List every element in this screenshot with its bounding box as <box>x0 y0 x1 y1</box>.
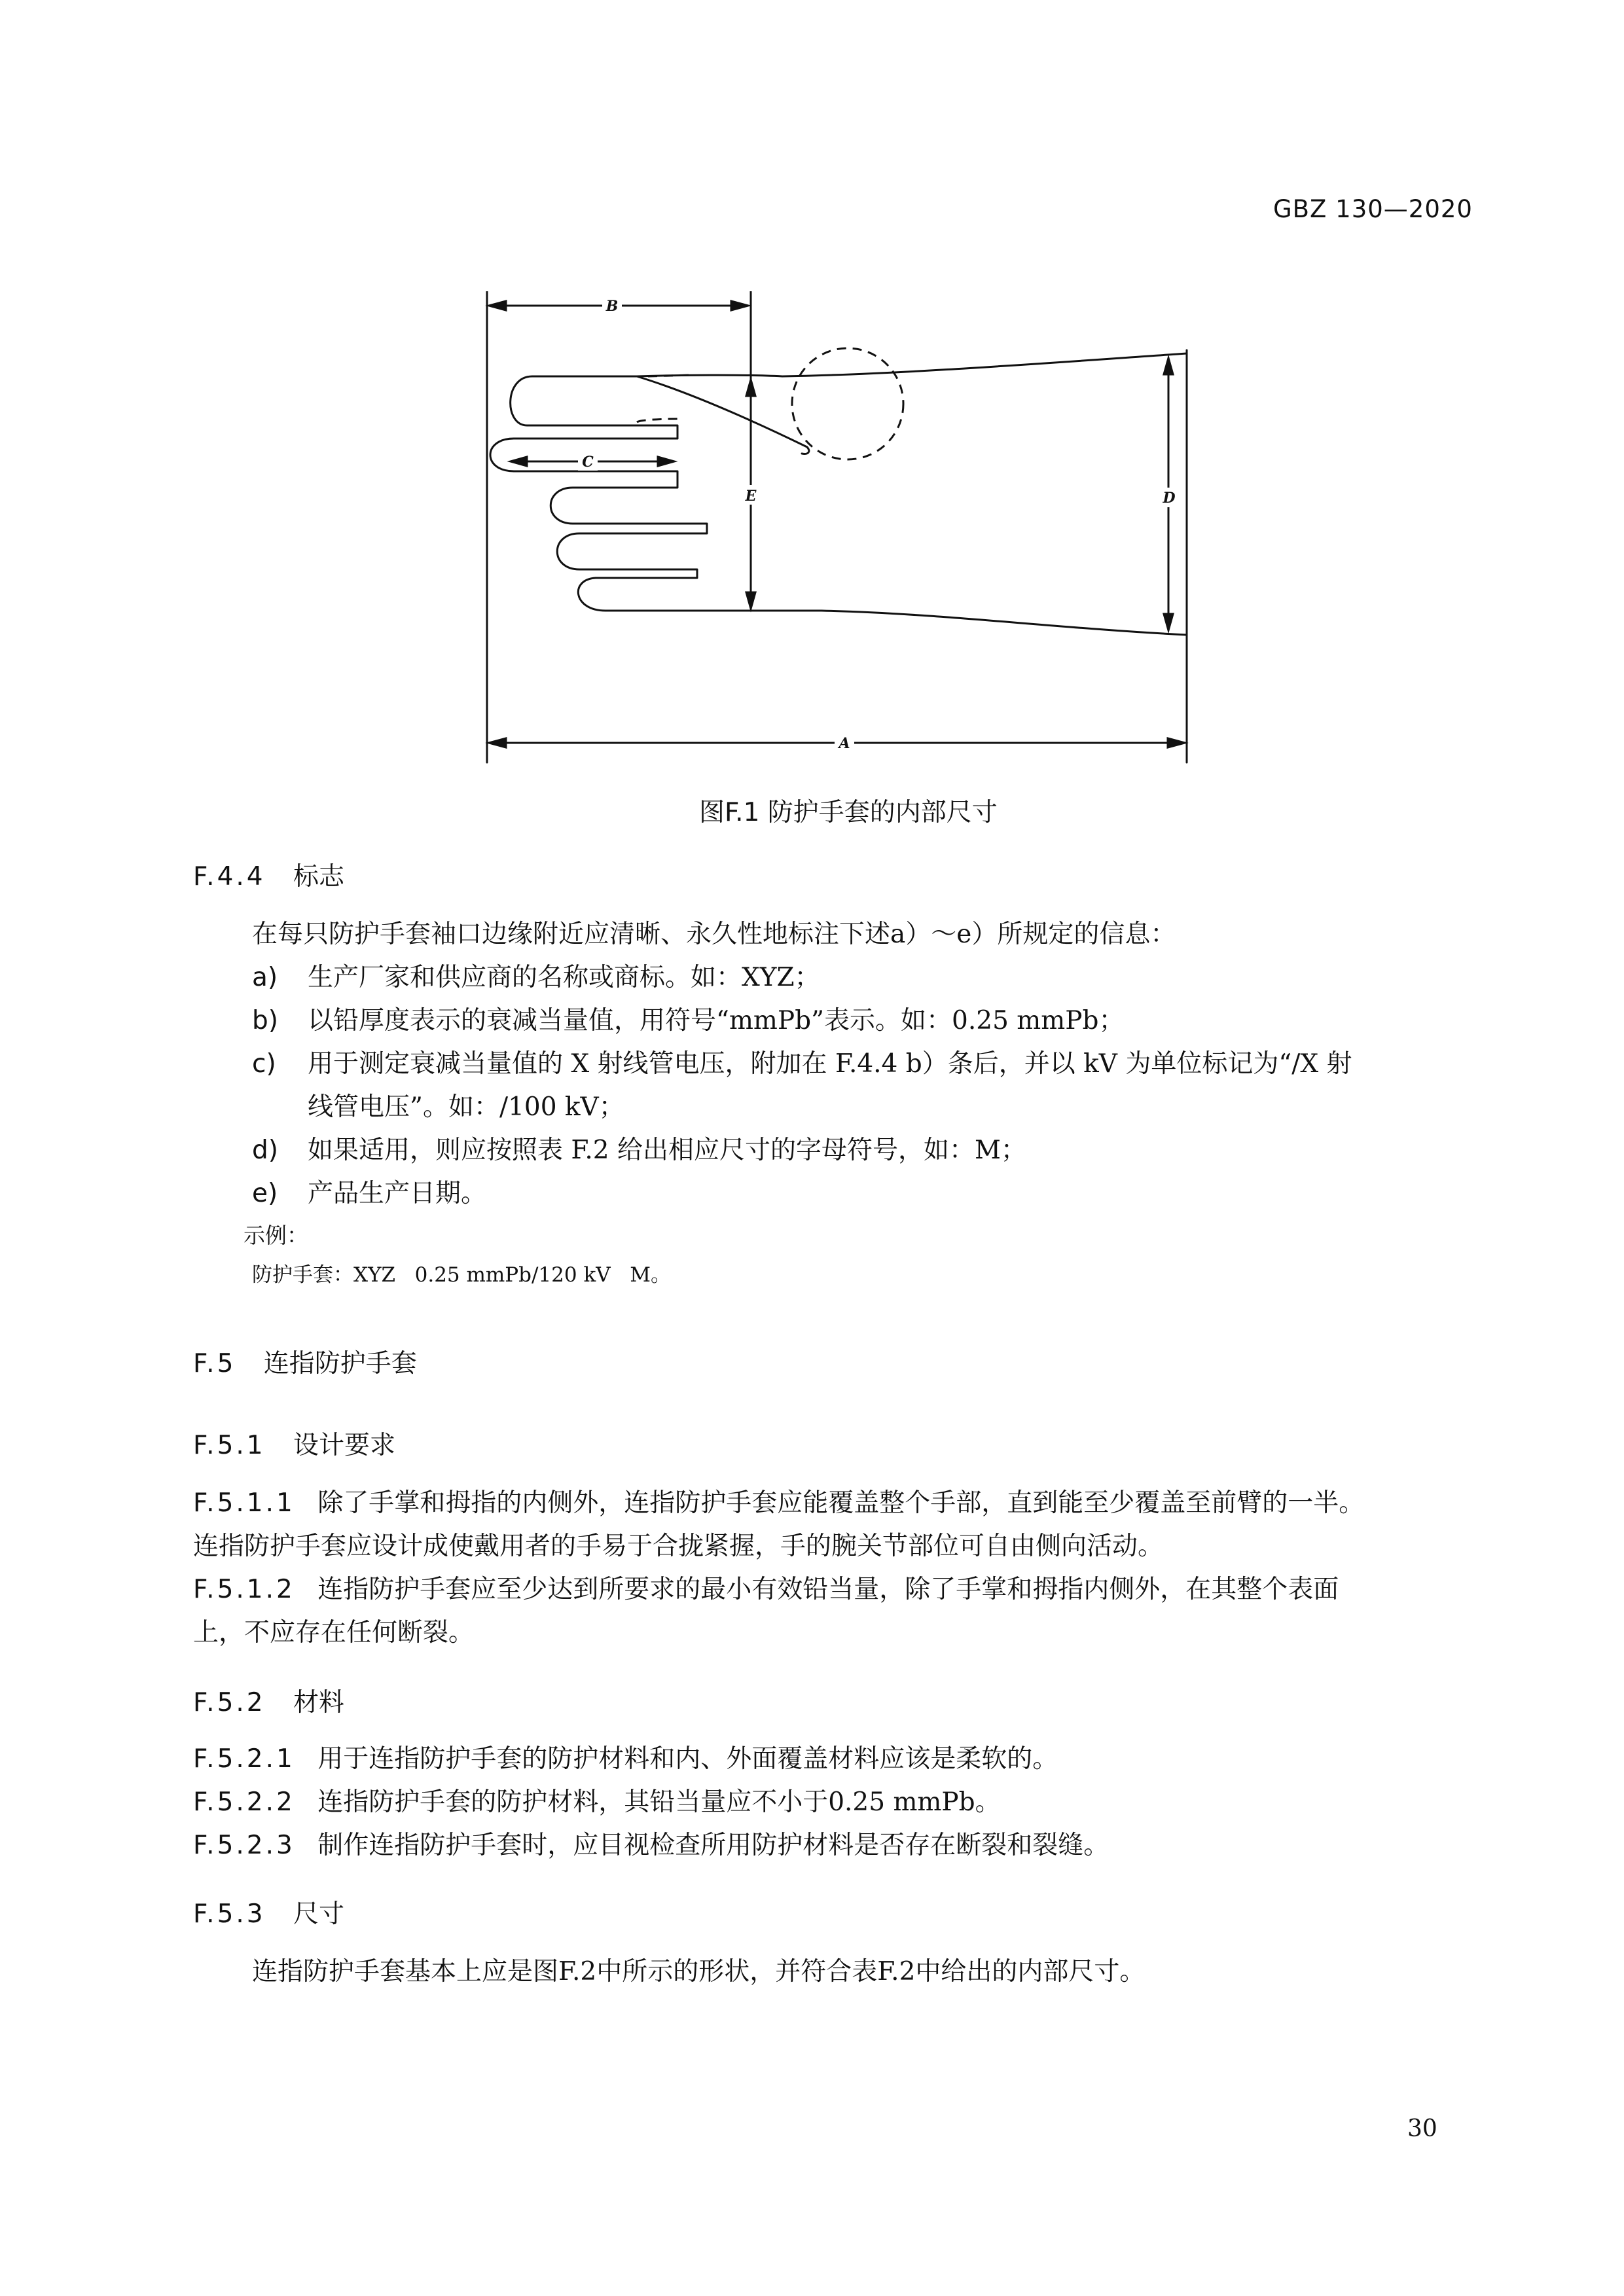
section-title: 尺寸 <box>293 1899 345 1929</box>
list-marker: e) <box>252 1179 278 1208</box>
list-marker: c) <box>252 1049 276 1079</box>
section-number: F.5.3 <box>193 1899 266 1929</box>
paragraph-continuation: 连指防护手套应设计成使戴用者的手易于合拢紧握，手的腕关节部位可自由侧向活动。 <box>193 1532 1164 1561</box>
section-heading-f44 <box>193 856 344 893</box>
paragraph <box>193 1568 1339 1611</box>
clause-text: 用于连指防护手套的防护材料和内、外面覆盖材料应该是柔软的。 <box>317 1744 1058 1774</box>
section-title: 设计要求 <box>293 1431 396 1460</box>
section-number: F.5.2 <box>193 1688 266 1717</box>
page-number: 30 <box>1407 2115 1437 2142</box>
paragraph: 在每只防护手套袖口边缘附近应清晰、永久性地标注下述a）～e）所规定的信息： <box>252 920 1176 949</box>
paragraph <box>193 1824 1109 1867</box>
list-text: 生产厂家和供应商的名称或商标。如：XYZ； <box>308 963 820 992</box>
clause-text: 连指防护手套应至少达到所要求的最小有效铅当量，除了手掌和拇指内侧外，在其整个表面 <box>317 1575 1339 1604</box>
dimension-label-d: D <box>1163 490 1176 507</box>
section-number: F.4.4 <box>193 862 266 891</box>
paragraph-continuation: 上，不应存在任何断裂。 <box>193 1618 475 1647</box>
list-item <box>252 1172 486 1215</box>
paragraph <box>193 1482 1364 1525</box>
section-heading-f53 <box>193 1893 344 1930</box>
dimension-label-e: E <box>745 488 757 505</box>
document-number: GBZ 130—2020 <box>1273 195 1473 223</box>
section-number: F.5.1 <box>193 1431 266 1460</box>
list-text: 以铅厚度表示的衰减当量值，用符号“mmPb”表示。如：0.25 mmPb； <box>308 1006 1125 1035</box>
section-title: 材料 <box>293 1688 345 1717</box>
example-text: 防护手套：XYZ 0.25 mmPb/120 kV M。 <box>252 1263 671 1287</box>
list-item-continuation: 线管电压”。如：/100 kV； <box>308 1092 624 1122</box>
clause-number: F.5.2.1 <box>193 1744 295 1774</box>
clause-number: F.5.1.1 <box>193 1488 295 1518</box>
section-title: 标志 <box>293 862 345 891</box>
list-item <box>252 1043 1352 1086</box>
paragraph <box>193 1738 1058 1781</box>
clause-number: F.5.2.2 <box>193 1787 295 1817</box>
dimension-label-a: A <box>839 735 850 752</box>
list-marker: a) <box>252 963 278 992</box>
dimension-label-b: B <box>605 298 619 315</box>
example-label: 示例： <box>244 1223 308 1248</box>
list-marker: d) <box>252 1136 278 1165</box>
list-text: 如果适用，则应按照表 F.2 给出相应尺寸的字母符号，如：M； <box>308 1136 1026 1165</box>
section-heading-f5 <box>193 1343 417 1380</box>
clause-text: 除了手掌和拇指的内侧外，连指防护手套应能覆盖整个手部，直到能至少覆盖至前臂的一半。 <box>317 1488 1365 1518</box>
section-heading-f51 <box>193 1425 395 1462</box>
list-text: 用于测定衰减当量值的 X 射线管电压，附加在 F.4.4 b）条后，并以 kV 为单位标记为“/X 射 <box>308 1049 1352 1079</box>
list-item <box>252 1129 1026 1172</box>
clause-number: F.5.1.2 <box>193 1575 295 1604</box>
section-title: 连指防护手套 <box>263 1349 417 1378</box>
list-marker: b) <box>252 1006 278 1035</box>
glove-dimension-figure <box>481 291 1208 776</box>
clause-number: F.5.2.3 <box>193 1831 295 1860</box>
clause-text: 制作连指防护手套时，应目视检查所用防护材料是否存在断裂和裂缝。 <box>317 1831 1110 1860</box>
section-heading-f52 <box>193 1682 344 1719</box>
clause-text: 连指防护手套的防护材料，其铅当量应不小于0.25 mmPb。 <box>317 1787 1001 1817</box>
figure-caption: 图F.1 防护手套的内部尺寸 <box>699 798 998 827</box>
list-item <box>252 999 1124 1043</box>
list-text: 产品生产日期。 <box>308 1179 487 1208</box>
paragraph: 连指防护手套基本上应是图F.2中所示的形状，并符合表F.2中给出的内部尺寸。 <box>252 1957 1146 1986</box>
dimension-label-c: C <box>582 454 594 471</box>
list-item <box>252 956 820 999</box>
paragraph <box>193 1781 1001 1824</box>
section-number: F.5 <box>193 1349 236 1378</box>
